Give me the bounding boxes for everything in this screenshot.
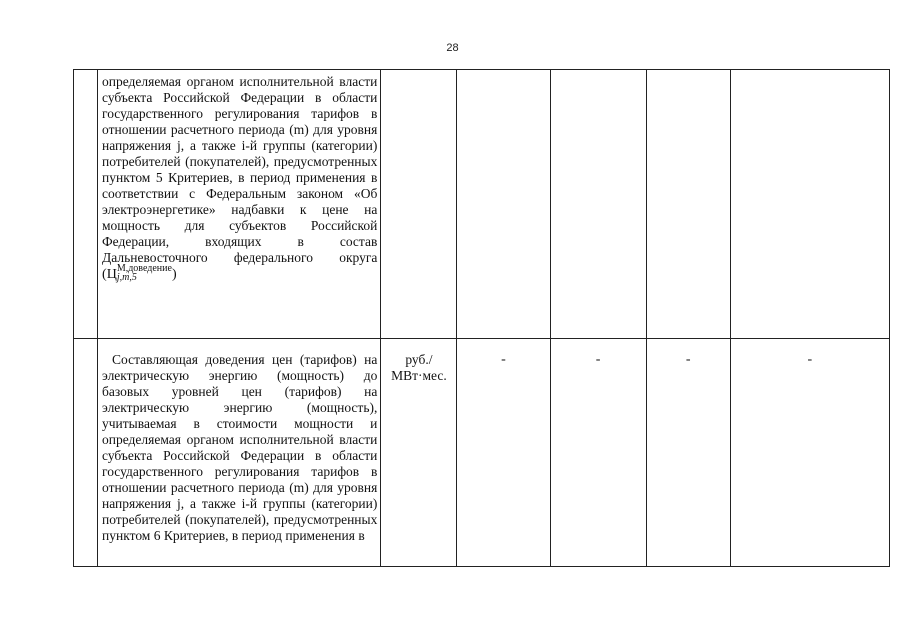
- row-description: Составляющая доведения цен (тарифов) на электрическую энергию (мощность) до базовых уровней цен (тарифов) на электрическую энергию (мощность), учитываемая в стоимости мощности и определяемая органом исполнительной власти субъекта Российской Федерации в области государственного регулирования тарифов в отношении расчетного периода (m) для уровня напряжения j, а также i-й группы (категории) потребителей (покупателей), предусмотренных пунктом 6 Критериев, в период применения в: [102, 352, 378, 543]
- table-row: [74, 339, 890, 567]
- value-dash: -: [501, 352, 506, 367]
- row-description: [98, 70, 380, 284]
- value-cell: [730, 70, 889, 339]
- description-cell: [98, 339, 381, 567]
- value-cell: [457, 339, 550, 567]
- value-cell: [550, 70, 646, 339]
- formula-subscript: j,m,5: [116, 272, 137, 283]
- value-dash: -: [685, 352, 691, 367]
- unit-cell: [381, 339, 457, 567]
- formula-superscript: М,доведение: [116, 263, 172, 274]
- value-cell: [550, 339, 646, 567]
- page-number: 28: [446, 42, 459, 54]
- value-cell: [646, 70, 730, 339]
- table-row: [74, 70, 890, 339]
- unit-cell: [381, 70, 457, 339]
- price-formula: [102, 263, 177, 284]
- row-number-cell: [74, 339, 98, 567]
- formula-indices: [117, 264, 172, 282]
- unit-line-2: МВт·мес.: [391, 368, 447, 383]
- unit-label: [381, 339, 456, 384]
- description-text: определяемая органом исполнительной власти субъекта Российской Федерации в области государственного регулирования тарифов в отношении расчетного периода (m) для уровня напряжения j, а также i-й группы (категории) потребителей (покупателей), предусмотренных пунктом 5 Критериев, в период применения в соответствии с Федеральным законом «Об электроэнергетике» надбавки к цене на мощность для субъектов Российской Федерации, входящих в состав Дальневосточного федерального округа: [102, 74, 378, 265]
- tariff-table: [73, 69, 890, 567]
- row-number-cell: [74, 70, 98, 339]
- value-cell: [646, 339, 730, 567]
- value-dash: -: [807, 352, 813, 367]
- formula-symbol: Ц: [106, 267, 117, 283]
- value-cell: [457, 70, 550, 339]
- value-dash: -: [595, 352, 601, 367]
- unit-line-1: руб./: [405, 352, 433, 367]
- formula-open-paren: (: [102, 267, 107, 283]
- description-cell: [98, 70, 381, 339]
- formula-close-paren: ): [171, 267, 177, 283]
- value-cell: [730, 339, 889, 567]
